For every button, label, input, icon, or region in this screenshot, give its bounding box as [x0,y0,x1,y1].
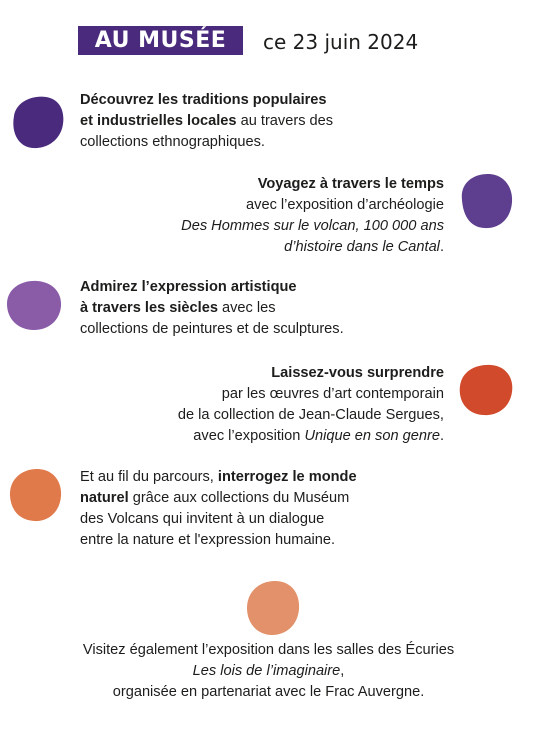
blob-footer-shape [247,581,299,635]
blob-1-shape [13,97,63,148]
block-5-line-3: des Volcans qui invitent à un dialogue [80,511,325,527]
block-5-line-2: naturel grâce aux collections du Muséum [80,490,350,506]
footer-text [0,640,537,703]
block-1-line-2: et industrielles locales au travers des [80,113,334,129]
block-4-line-4: avec l’exposition Unique en son genre. [193,428,444,444]
block-1-line-3: collections ethnographiques. [80,134,265,150]
block-naturel [80,467,357,551]
footer-line-3: organisée en partenariat avec le Frac Auvergne. [112,684,425,700]
block-4-line-1: Laissez-vous surprendre [271,365,444,381]
blob-2-shape [462,174,512,228]
blob-4 [456,362,516,418]
block-2-line-1: Voyagez à travers le temps [257,176,444,192]
footer-line-1: Visitez également l’exposition dans les salles des Écuries [82,642,455,658]
block-2-line-2: avec l’exposition d’archéologie [246,197,444,213]
block-2-line-4: d’histoire dans le Cantal. [284,239,444,255]
footer-line-2: Les lois de l’imaginaire, [192,663,345,679]
block-1-line-1: Découvrez les traditions populaires [80,92,327,108]
block-artistique [80,277,344,340]
block-3-line-2: à travers les siècles avec les [80,300,276,316]
block-3-line-3: collections de peintures et de sculptures. [80,321,344,337]
blob-2 [458,172,514,230]
blob-5-shape [10,469,61,521]
blob-3-shape [7,281,61,330]
header-date: ce 23 juin 2024 [263,30,419,54]
blob-footer [243,578,303,638]
block-3-line-1: Admirez l’expression artistique [80,279,297,295]
block-temps [181,174,444,258]
blob-1 [8,94,66,150]
block-4-line-2: par les œuvres d’art contemporain [221,386,444,402]
block-surprendre [178,363,444,447]
block-4-line-3: de la collection de Jean-Claude Sergues, [177,407,444,423]
block-5-line-1: Et au fil du parcours, interrogez le monde [80,469,357,485]
block-traditions [80,90,333,153]
header-badge: AU MUSÉE [78,26,243,55]
block-2-line-3: Des Hommes sur le volcan, 100 000 ans [181,218,444,234]
blob-5 [6,466,64,524]
blob-3 [4,278,64,332]
blob-4-shape [460,365,513,415]
block-5-line-4: entre la nature et l'expression humaine. [80,532,336,548]
